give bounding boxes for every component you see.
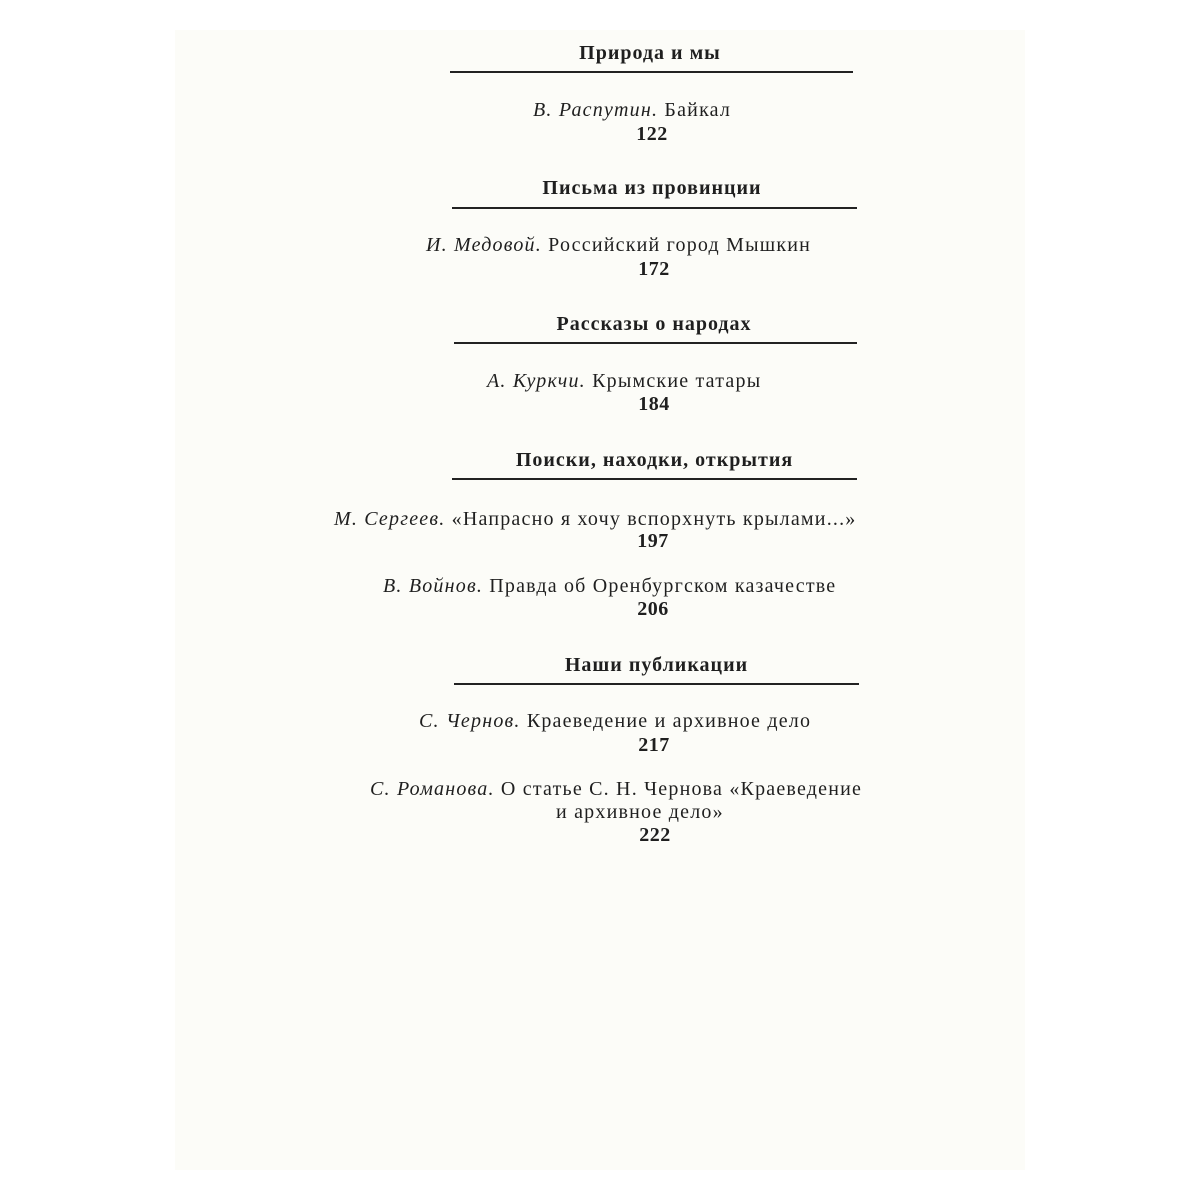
toc-entry[interactable] bbox=[334, 508, 857, 531]
entry-page-number: 184 bbox=[638, 393, 670, 415]
entry-title: Правда об Оренбургском казачестве bbox=[489, 575, 837, 597]
entry-author: В. Войнов. bbox=[383, 575, 484, 597]
entry-title: «Напрасно я хочу вспорхнуть крылами...» bbox=[451, 508, 857, 530]
entry-title: О статье С. Н. Чернова «Краеведение bbox=[500, 778, 863, 800]
section-rule bbox=[450, 71, 853, 73]
toc-entry[interactable] bbox=[383, 575, 836, 598]
page-sheet bbox=[175, 30, 1025, 1170]
entry-title: Краеведение и архивное дело bbox=[526, 710, 812, 732]
entry-title: Крымские татары bbox=[592, 370, 762, 392]
entry-page-number: 206 bbox=[637, 598, 669, 620]
section-rule bbox=[454, 342, 857, 344]
section-rule bbox=[454, 683, 859, 685]
section-heading: Наши публикации bbox=[564, 654, 749, 676]
entry-author: С. Романова. bbox=[370, 778, 495, 800]
entry-author: В. Распутин. bbox=[533, 99, 659, 121]
entry-author: М. Сергеев. bbox=[334, 508, 446, 530]
section-rule bbox=[452, 478, 857, 480]
entry-page-number: 197 bbox=[637, 530, 669, 552]
entry-title: Байкал bbox=[664, 99, 732, 121]
entry-author: А. Куркчи. bbox=[487, 370, 586, 392]
toc-entry[interactable] bbox=[426, 234, 811, 257]
entry-title: Российский город Мышкин bbox=[548, 234, 812, 256]
entry-page-number: 172 bbox=[638, 258, 670, 280]
section-heading: Природа и мы bbox=[579, 42, 721, 64]
section-rule bbox=[452, 207, 857, 209]
entry-page-number: 222 bbox=[639, 824, 671, 846]
toc-entry[interactable] bbox=[533, 99, 731, 122]
entry-page-number: 122 bbox=[636, 123, 668, 145]
section-heading: Рассказы о народах bbox=[556, 313, 752, 335]
entry-author: С. Чернов. bbox=[419, 710, 521, 732]
section-heading: Письма из провинции bbox=[542, 177, 762, 199]
entry-page-number: 217 bbox=[638, 734, 670, 756]
toc-entry[interactable] bbox=[370, 778, 862, 801]
section-heading: Поиски, находки, открытия bbox=[515, 449, 794, 471]
toc-entry[interactable] bbox=[487, 370, 761, 393]
toc-entry[interactable] bbox=[419, 710, 811, 733]
entry-title-continuation: и архивное дело» bbox=[556, 801, 724, 823]
entry-author: И. Медовой. bbox=[426, 234, 542, 256]
